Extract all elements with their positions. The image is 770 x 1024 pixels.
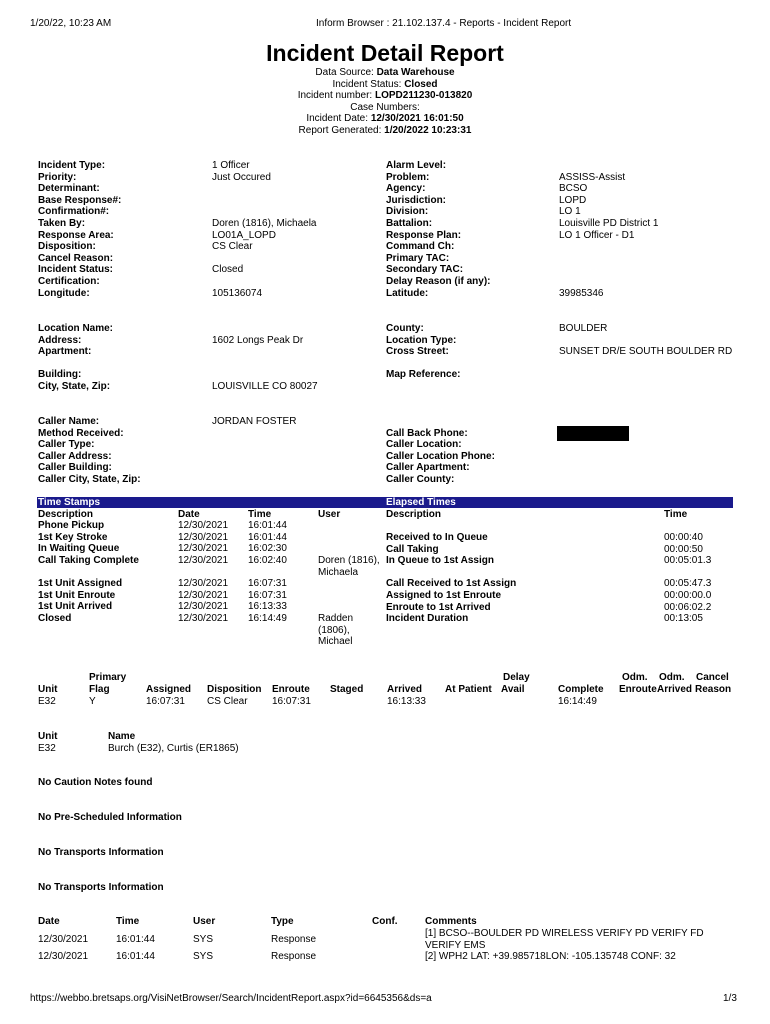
comment-row-2-type: Response bbox=[271, 951, 317, 962]
print-datetime: 1/20/22, 10:23 AM bbox=[30, 18, 112, 29]
comment-row-1-type: Response bbox=[271, 934, 317, 945]
comment-row-1-time: 16:01:44 bbox=[116, 934, 155, 945]
block3-left-labels: Caller Name: Method Received: Caller Type: Caller Address: Caller Building: Caller City, State, Zip: bbox=[38, 416, 141, 485]
meta-incident-date: Incident Date: 12/30/2021 16:01:50 bbox=[306, 113, 464, 124]
ts-dates: 12/30/2021 12/30/2021 12/30/2021 12/30/2021 12/30/2021 12/30/2021 12/30/2021 12/30/2021 bbox=[178, 520, 229, 624]
comment-row-1-text: [1] BCSO--BOULDER PD WIRELESS VERIFY PD VERIFY FD VERIFY EMS bbox=[425, 928, 704, 951]
arrived-col-header: Arrived bbox=[387, 684, 423, 695]
pre-scheduled-section: No Pre-Scheduled Information bbox=[38, 812, 182, 823]
meta-data-source: Data Source: Data Warehouse bbox=[315, 67, 455, 78]
transports-section-2: No Transports Information bbox=[38, 882, 164, 893]
ts-user-closed: Radden (1806), Michael bbox=[318, 613, 354, 648]
unit-row-assigned: 16:07:31 bbox=[146, 696, 185, 707]
odm-enroute-col-header-2: Enroute bbox=[619, 684, 657, 695]
report-title: Incident Detail Report bbox=[266, 40, 504, 66]
ts-header-user: User bbox=[318, 509, 341, 520]
meta-incident-status: Incident Status: Closed bbox=[332, 78, 438, 90]
complete-col-header: Complete bbox=[558, 684, 604, 695]
enroute-col-header: Enroute bbox=[272, 684, 310, 695]
comments-date-header: Date bbox=[38, 916, 60, 927]
caution-notes-section: No Caution Notes found bbox=[38, 777, 153, 788]
block1-left-values: 1 Officer Just Occured Doren (1816), Michaela LO01A_LOPD CS Clear Closed 105136074 bbox=[212, 160, 317, 299]
odm-arrived-col-header-1: Odm. bbox=[659, 672, 685, 683]
primary-col-header-2: Flag bbox=[89, 684, 110, 695]
footer-page-number: 1/3 bbox=[723, 993, 737, 1004]
comments-comments-header: Comments bbox=[425, 916, 477, 927]
primary-col-header-1: Primary bbox=[89, 672, 127, 683]
transports-section-1: No Transports Information bbox=[38, 847, 164, 858]
et-header-time: Time bbox=[664, 509, 688, 520]
staged-col-header: Staged bbox=[330, 684, 364, 695]
unit-row-complete: 16:14:49 bbox=[558, 696, 597, 707]
cancel-col-header-2: Reason bbox=[695, 684, 732, 695]
timestamps-header-bar bbox=[37, 497, 733, 508]
personnel-unit-header: Unit bbox=[38, 731, 58, 742]
comment-row-1-date: 12/30/2021 bbox=[38, 934, 89, 945]
cross-street-value: SUNSET DR/E SOUTH BOULDER RD bbox=[559, 346, 733, 357]
et-descriptions: Received to In Queue Call Taking In Queue to 1st Assign Call Received to 1st Assign Assigned to 1st Enroute Enroute to 1st Arrived Incident Duration bbox=[386, 532, 517, 625]
elapsed-times-heading: Elapsed Times bbox=[386, 497, 456, 508]
print-page-title: Inform Browser : 21.102.137.4 - Reports - Incident Report bbox=[316, 18, 572, 29]
block2-right-values: BOULDER bbox=[559, 323, 608, 334]
block1-right-values: ASSISS-Assist BCSO LOPD LO 1 Louisville PD District 1 LO 1 Officer - D1 39985346 bbox=[559, 171, 659, 299]
personnel-row-name: Burch (E32), Curtis (ER1865) bbox=[108, 743, 239, 754]
footer-url: https://webbo.bretsaps.org/VisiNetBrowser/Search/IncidentReport.aspx?id=6645356&ds=a bbox=[30, 993, 432, 1004]
report-meta bbox=[0, 67, 770, 136]
block2-left-values: 1602 Longs Peak Dr LOUISVILLE CO 80027 bbox=[212, 334, 318, 392]
odm-enroute-col-header-1: Odm. bbox=[622, 672, 648, 683]
block2-left-labels: Location Name: Address: Apartment: Building: City, State, Zip: bbox=[38, 323, 114, 392]
personnel-row-unit: E32 bbox=[38, 743, 56, 754]
ts-header-time: Time bbox=[248, 509, 272, 520]
comment-row-2-time: 16:01:44 bbox=[116, 951, 155, 962]
disposition-col-header: Disposition bbox=[207, 684, 262, 695]
unit-row-enroute: 16:07:31 bbox=[272, 696, 311, 707]
ts-user-call-taking: Doren (1816), Michaela bbox=[318, 555, 380, 578]
comments-type-header: Type bbox=[271, 916, 294, 927]
personnel-name-header: Name bbox=[108, 731, 136, 742]
ts-header-description: Description bbox=[38, 509, 94, 520]
delay-col-header-1: Delay bbox=[503, 672, 530, 683]
ts-times: 16:01:44 16:01:44 16:02:30 16:02:40 16:07:31 16:07:31 16:13:33 16:14:49 bbox=[248, 520, 287, 624]
block1-right-labels: Alarm Level: Problem: Agency: Jurisdiction: Division: Battalion: Response Plan: Command Ch: Primary TAC: Secondary TAC: Delay Reason (if any): Latitude: bbox=[386, 160, 491, 299]
ts-header-date: Date bbox=[178, 509, 200, 520]
unit-row-unit: E32 bbox=[38, 696, 56, 707]
redacted-phone-bar bbox=[557, 426, 629, 441]
comment-row-1-user: SYS bbox=[193, 934, 214, 945]
comment-row-2-date: 12/30/2021 bbox=[38, 951, 89, 962]
et-header-description: Description bbox=[386, 509, 442, 520]
block2-right-labels: County: Location Type: Cross Street: Map Reference: bbox=[386, 323, 461, 381]
unit-row-primary: Y bbox=[89, 696, 96, 707]
meta-case-numbers: Case Numbers: bbox=[350, 101, 420, 113]
at-patient-col-header: At Patient bbox=[445, 684, 492, 695]
cancel-col-header-1: Cancel bbox=[696, 672, 729, 683]
comments-time-header: Time bbox=[116, 916, 140, 927]
unit-row-arrived: 16:13:33 bbox=[387, 696, 426, 707]
block3-left-values: JORDAN FOSTER bbox=[212, 416, 297, 427]
meta-report-generated: Report Generated: 1/20/2022 10:23:31 bbox=[298, 124, 472, 136]
et-times: 00:00:40 00:00:50 00:05:01.3 00:05:47.3 00:00:00.0 00:06:02.2 00:13:05 bbox=[664, 532, 712, 625]
assigned-col-header: Assigned bbox=[146, 684, 192, 695]
time-stamps-heading: Time Stamps bbox=[38, 497, 101, 508]
odm-arrived-col-header-2: Arrived bbox=[657, 684, 693, 695]
comment-row-2-user: SYS bbox=[193, 951, 214, 962]
unit-row-disposition: CS Clear bbox=[207, 696, 248, 707]
comment-row-2-text: [2] WPH2 LAT: +39.985718LON: -105.135748 CONF: 32 bbox=[425, 951, 676, 962]
delay-col-header-2: Avail bbox=[501, 684, 525, 695]
ts-descriptions: Phone Pickup 1st Key Stroke In Waiting Queue Call Taking Complete 1st Unit Assigned 1st Unit Enroute 1st Unit Arrived Closed bbox=[38, 520, 139, 624]
block1-left-labels: Incident Type: Priority: Determinant: Base Response#: Confirmation#: Taken By: Response Area: Disposition: Cancel Reason: Incident Status: Certification: Longitude: bbox=[38, 160, 122, 299]
comments-conf-header: Conf. bbox=[372, 916, 398, 927]
block3-right-labels: Call Back Phone: Caller Location: Caller Location Phone: Caller Apartment: Caller County: bbox=[386, 427, 495, 485]
comments-user-header: User bbox=[193, 916, 216, 927]
meta-incident-number: Incident number: LOPD211230-013820 bbox=[297, 90, 473, 101]
unit-col-header: Unit bbox=[38, 684, 58, 695]
